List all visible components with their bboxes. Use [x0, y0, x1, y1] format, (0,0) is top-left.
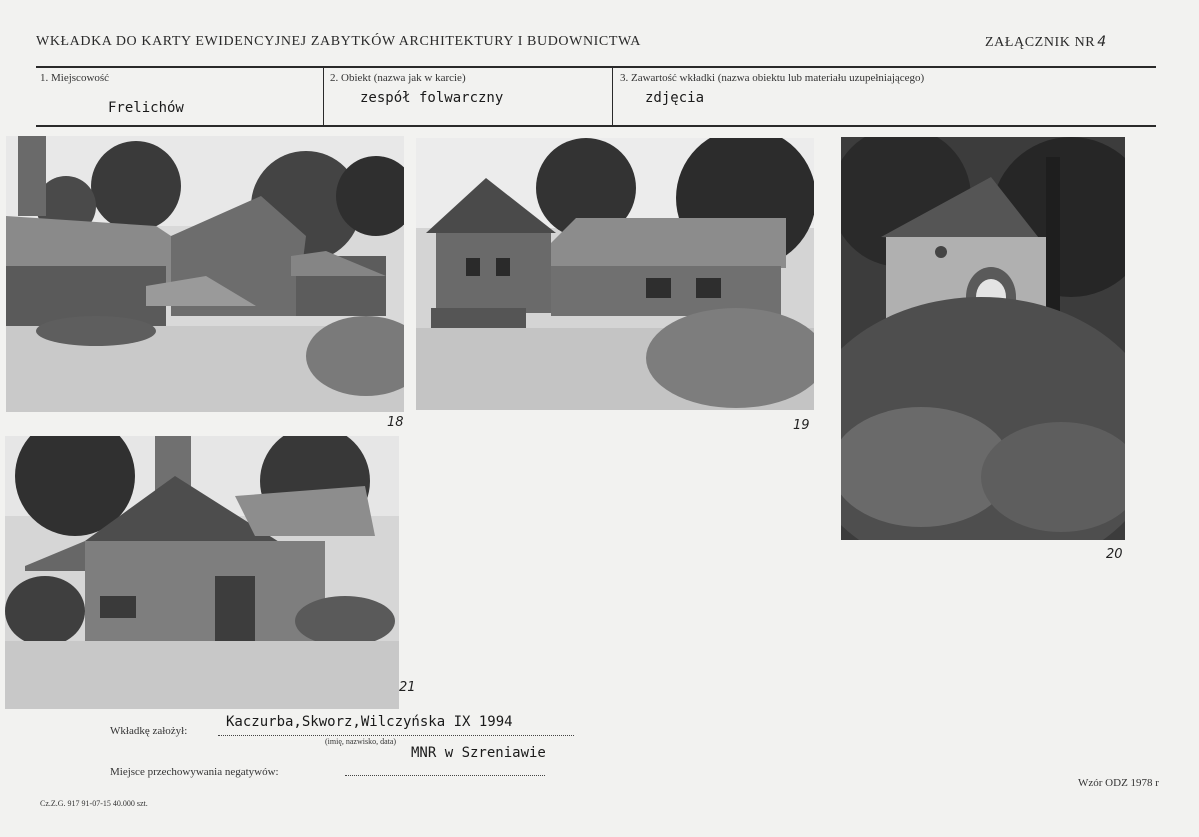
field-value-place: Frelichów	[108, 100, 184, 116]
photo-19	[416, 138, 814, 410]
field-value-content: zdjęcia	[645, 90, 705, 106]
photo-number-20: 20	[1106, 547, 1123, 562]
storage-value: MNR w Szreniawie	[411, 745, 546, 761]
field-divider-1	[323, 67, 324, 125]
field-label-content: 3. Zawartość wkładki (nazwa obiektu lub materiału uzupełniającego)	[620, 72, 925, 84]
field-value-object: zespół folwarczny	[360, 90, 504, 106]
founder-line	[218, 735, 574, 736]
form-model: Wzór ODZ 1978 r	[1078, 777, 1159, 789]
founder-hint: (imię, nazwisko, data)	[325, 737, 397, 746]
storage-line	[345, 775, 545, 776]
attachment-text: ZAŁĄCZNIK NR	[985, 35, 1096, 50]
photo-20	[841, 137, 1125, 540]
photo-number-18: 18	[387, 415, 404, 430]
header-rule-bottom	[36, 125, 1156, 127]
photo-18	[6, 136, 404, 412]
photo-number-21: 21	[399, 680, 416, 695]
attachment-label	[985, 34, 1107, 51]
storage-label: Miejsce przechowywania negatywów:	[110, 766, 279, 778]
founder-label: Wkładkę założył:	[110, 725, 188, 737]
document-title: WKŁADKA DO KARTY EWIDENCYJNEJ ZABYTKÓW ARCHITEKTURY I BUDOWNICTWA	[36, 34, 641, 49]
print-info: Cz.Z.G. 917 91-07-15 40.000 szt.	[40, 799, 148, 808]
photo-number-19: 19	[793, 418, 810, 433]
photo-21	[5, 436, 399, 709]
attachment-number: 4	[1097, 34, 1107, 50]
field-divider-2	[612, 67, 613, 125]
header-rule-top	[36, 66, 1156, 68]
founder-value: Kaczurba,Skworz,Wilczyńska IX 1994	[226, 714, 513, 730]
field-label-object: 2. Obiekt (nazwa jak w karcie)	[330, 72, 466, 84]
field-label-place: 1. Miejscowość	[40, 72, 110, 84]
